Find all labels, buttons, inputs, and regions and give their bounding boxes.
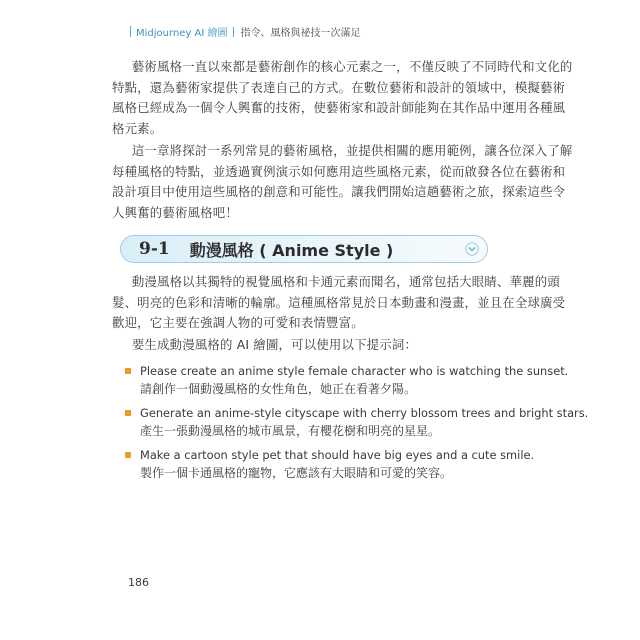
bullet-marker: [125, 368, 131, 374]
text-line: 風格已經成為一個令人興奮的技術，使藝術家和設計師能夠在其作品中運用各種風: [112, 100, 566, 115]
text-line: 設計項目中使用這些風格的創意和可能性。讓我們開始這趟藝術之旅，探索這些令: [112, 184, 566, 199]
text-line: 格元素。: [112, 120, 163, 136]
prompt-english: Please create an anime style female character who is watching the sunset.: [140, 364, 569, 378]
text-line: 特點，還為藝術家提供了表達自己的方式。在數位藝術和設計的領域中，模擬藝術: [112, 79, 566, 95]
book-title: Midjourney AI 繪圖: [136, 28, 228, 39]
chevron-down-icon: [465, 242, 479, 256]
section-title: 動漫風格 ( Anime Style ): [189, 240, 394, 260]
list-item: [124, 446, 535, 483]
intro-paragraph-1: [112, 57, 573, 139]
intro-paragraph-2: [112, 141, 573, 223]
section-paragraph-2: [112, 335, 498, 356]
running-header: [130, 24, 360, 39]
bullet-marker: [125, 410, 131, 416]
section-heading: [120, 235, 488, 263]
text-line: 人興奮的藝術風格吧！: [112, 204, 238, 220]
text-line: 要生成動漫風格的 AI 繪圖，可以使用以下提示詞：: [131, 337, 418, 352]
text-line: 動漫風格以其獨特的視覺風格和卡通元素而聞名，通常包括大眼睛、華麗的頭: [131, 274, 560, 289]
header-accent-bar: [130, 26, 131, 37]
text-line: 藝術風格一直以來都是藝術創作的核心元素之一，不僅反映了不同時代和文化的: [131, 59, 573, 74]
page-number: 186: [128, 576, 149, 589]
prompt-chinese: 產生一張動漫風格的城市風景，有櫻花樹和明亮的星星。: [140, 424, 441, 438]
section-number: 9-1: [139, 239, 170, 259]
prompt-english: Make a cartoon style pet that should have big eyes and a cute smile.: [140, 448, 535, 462]
text-line: 這一章將探討一系列常見的藝術風格，並提供相關的應用範例，讓各位深入了解: [131, 143, 573, 158]
text-line: 歡迎，它主要在強調人物的可愛和表情豐富。: [112, 315, 364, 330]
list-item: [124, 404, 589, 441]
text-line: 髮、明亮的色彩和清晰的輪廓。這種風格常見於日本動畫和漫畫，並且在全球廣受: [112, 294, 566, 310]
prompt-english: Generate an anime-style cityscape with cherry blossom trees and bright stars.: [140, 406, 589, 420]
header-separator: [233, 27, 234, 37]
prompt-list: [124, 362, 589, 488]
section-paragraph-1: [112, 272, 566, 334]
list-item: [124, 362, 569, 399]
prompt-chinese: 製作一個卡通風格的寵物，它應該有大眼睛和可愛的笑容。: [140, 466, 453, 480]
chapter-title: 指令、風格與祕技一次滿足: [240, 28, 361, 39]
bullet-marker: [125, 452, 131, 458]
prompt-chinese: 請創作一個動漫風格的女性角色，她正在看著夕陽。: [140, 382, 417, 396]
text-line: 每種風格的特點，並透過實例演示如何應用這些風格元素，從而啟發各位在藝術和: [112, 163, 566, 179]
